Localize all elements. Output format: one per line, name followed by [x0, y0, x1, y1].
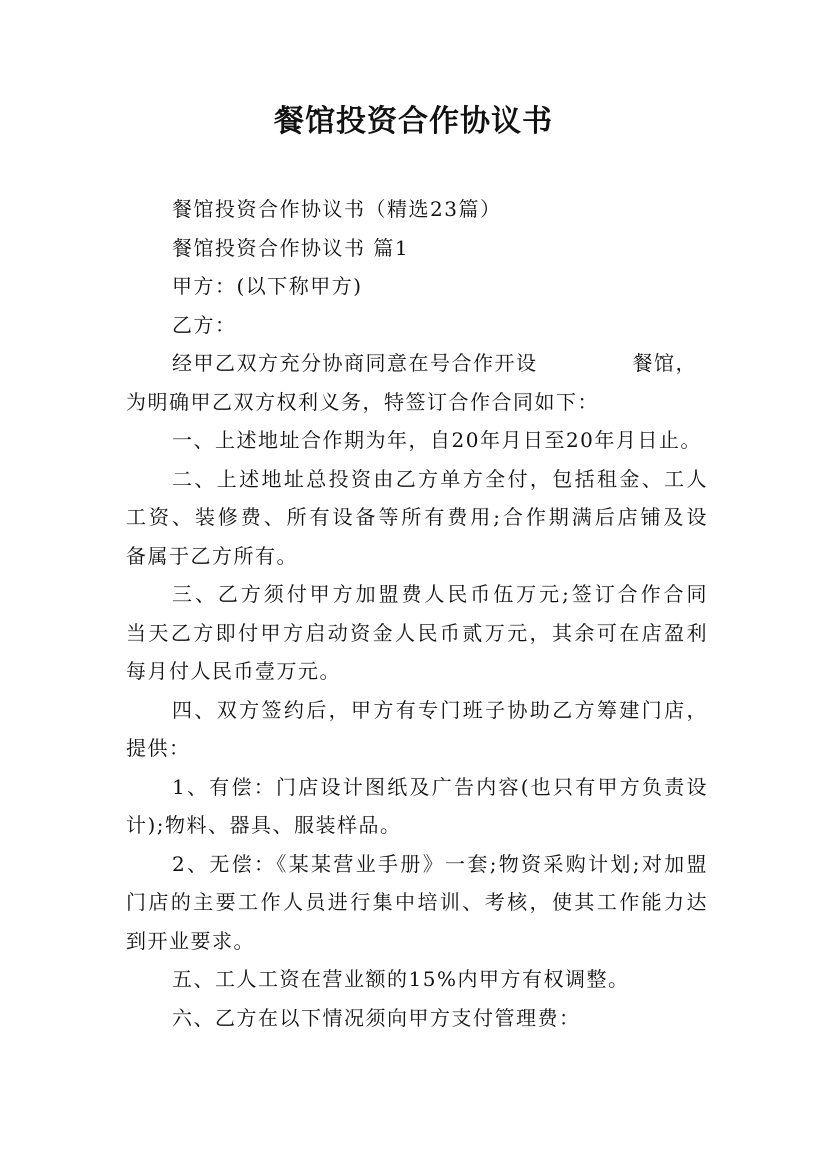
paragraph-line: 提供：: [126, 736, 191, 760]
paragraph-line: 门店的主要工作人员进行集中培训、考核，使其工作能力达: [126, 890, 708, 914]
paragraph-line: 三、乙方须付甲方加盟费人民币伍万元;签订合作合同: [172, 582, 708, 606]
paragraph-line: 备属于乙方所有。: [126, 543, 298, 568]
paragraph-line: 餐馆投资合作协议书 篇1: [172, 235, 410, 260]
paragraph-line: 每月付人民币壹万元。: [126, 659, 341, 683]
document-body: [126, 190, 708, 1037]
paragraph-line: 甲方：(以下称甲方): [172, 274, 363, 298]
paragraph-line: 六、乙方在以下情况须向甲方支付管理费：: [172, 1005, 581, 1030]
paragraph-line: 计);物料、器具、服装样品。: [126, 813, 402, 837]
paragraph-line: 乙方：: [172, 312, 237, 337]
paragraph-line: 当天乙方即付甲方启动资金人民币贰万元，其余可在店盈利: [126, 620, 708, 645]
paragraph-line: 餐馆投资合作协议书（精选23篇）: [172, 197, 502, 221]
document-title: 餐馆投资合作协议书: [274, 104, 553, 139]
paragraph-line: 二、上述地址总投资由乙方单方全付，包括租金、工人: [172, 466, 708, 491]
line-trailing-text: 餐馆，: [632, 351, 697, 375]
paragraph-line: 到开业要求。: [126, 928, 255, 953]
paragraph-line: 2、无偿：《某某营业手册》一套;物资采购计划;对加盟: [172, 851, 708, 876]
paragraph-line: 1、有偿：门店设计图纸及广告内容(也只有甲方负责设: [172, 774, 708, 799]
paragraph-line-with-blank: [126, 344, 708, 383]
line-lead-text: 经甲乙双方充分协商同意在号合作开设: [172, 351, 538, 375]
paragraph-line: 工资、装修费、所有设备等所有费用;合作期满后店铺及设: [126, 505, 708, 529]
paragraph-line: 为明确甲乙双方权利义务，特签订合作合同如下：: [126, 389, 599, 414]
paragraph-line: 四、双方签约后，甲方有专门班子协助乙方筹建门店，: [172, 697, 708, 722]
paragraph-line: 一、上述地址合作期为年，自20年月日至20年月日止。: [172, 428, 702, 452]
paragraph-line: 五、工人工资在营业额的15%内甲方有权调整。: [172, 967, 630, 991]
